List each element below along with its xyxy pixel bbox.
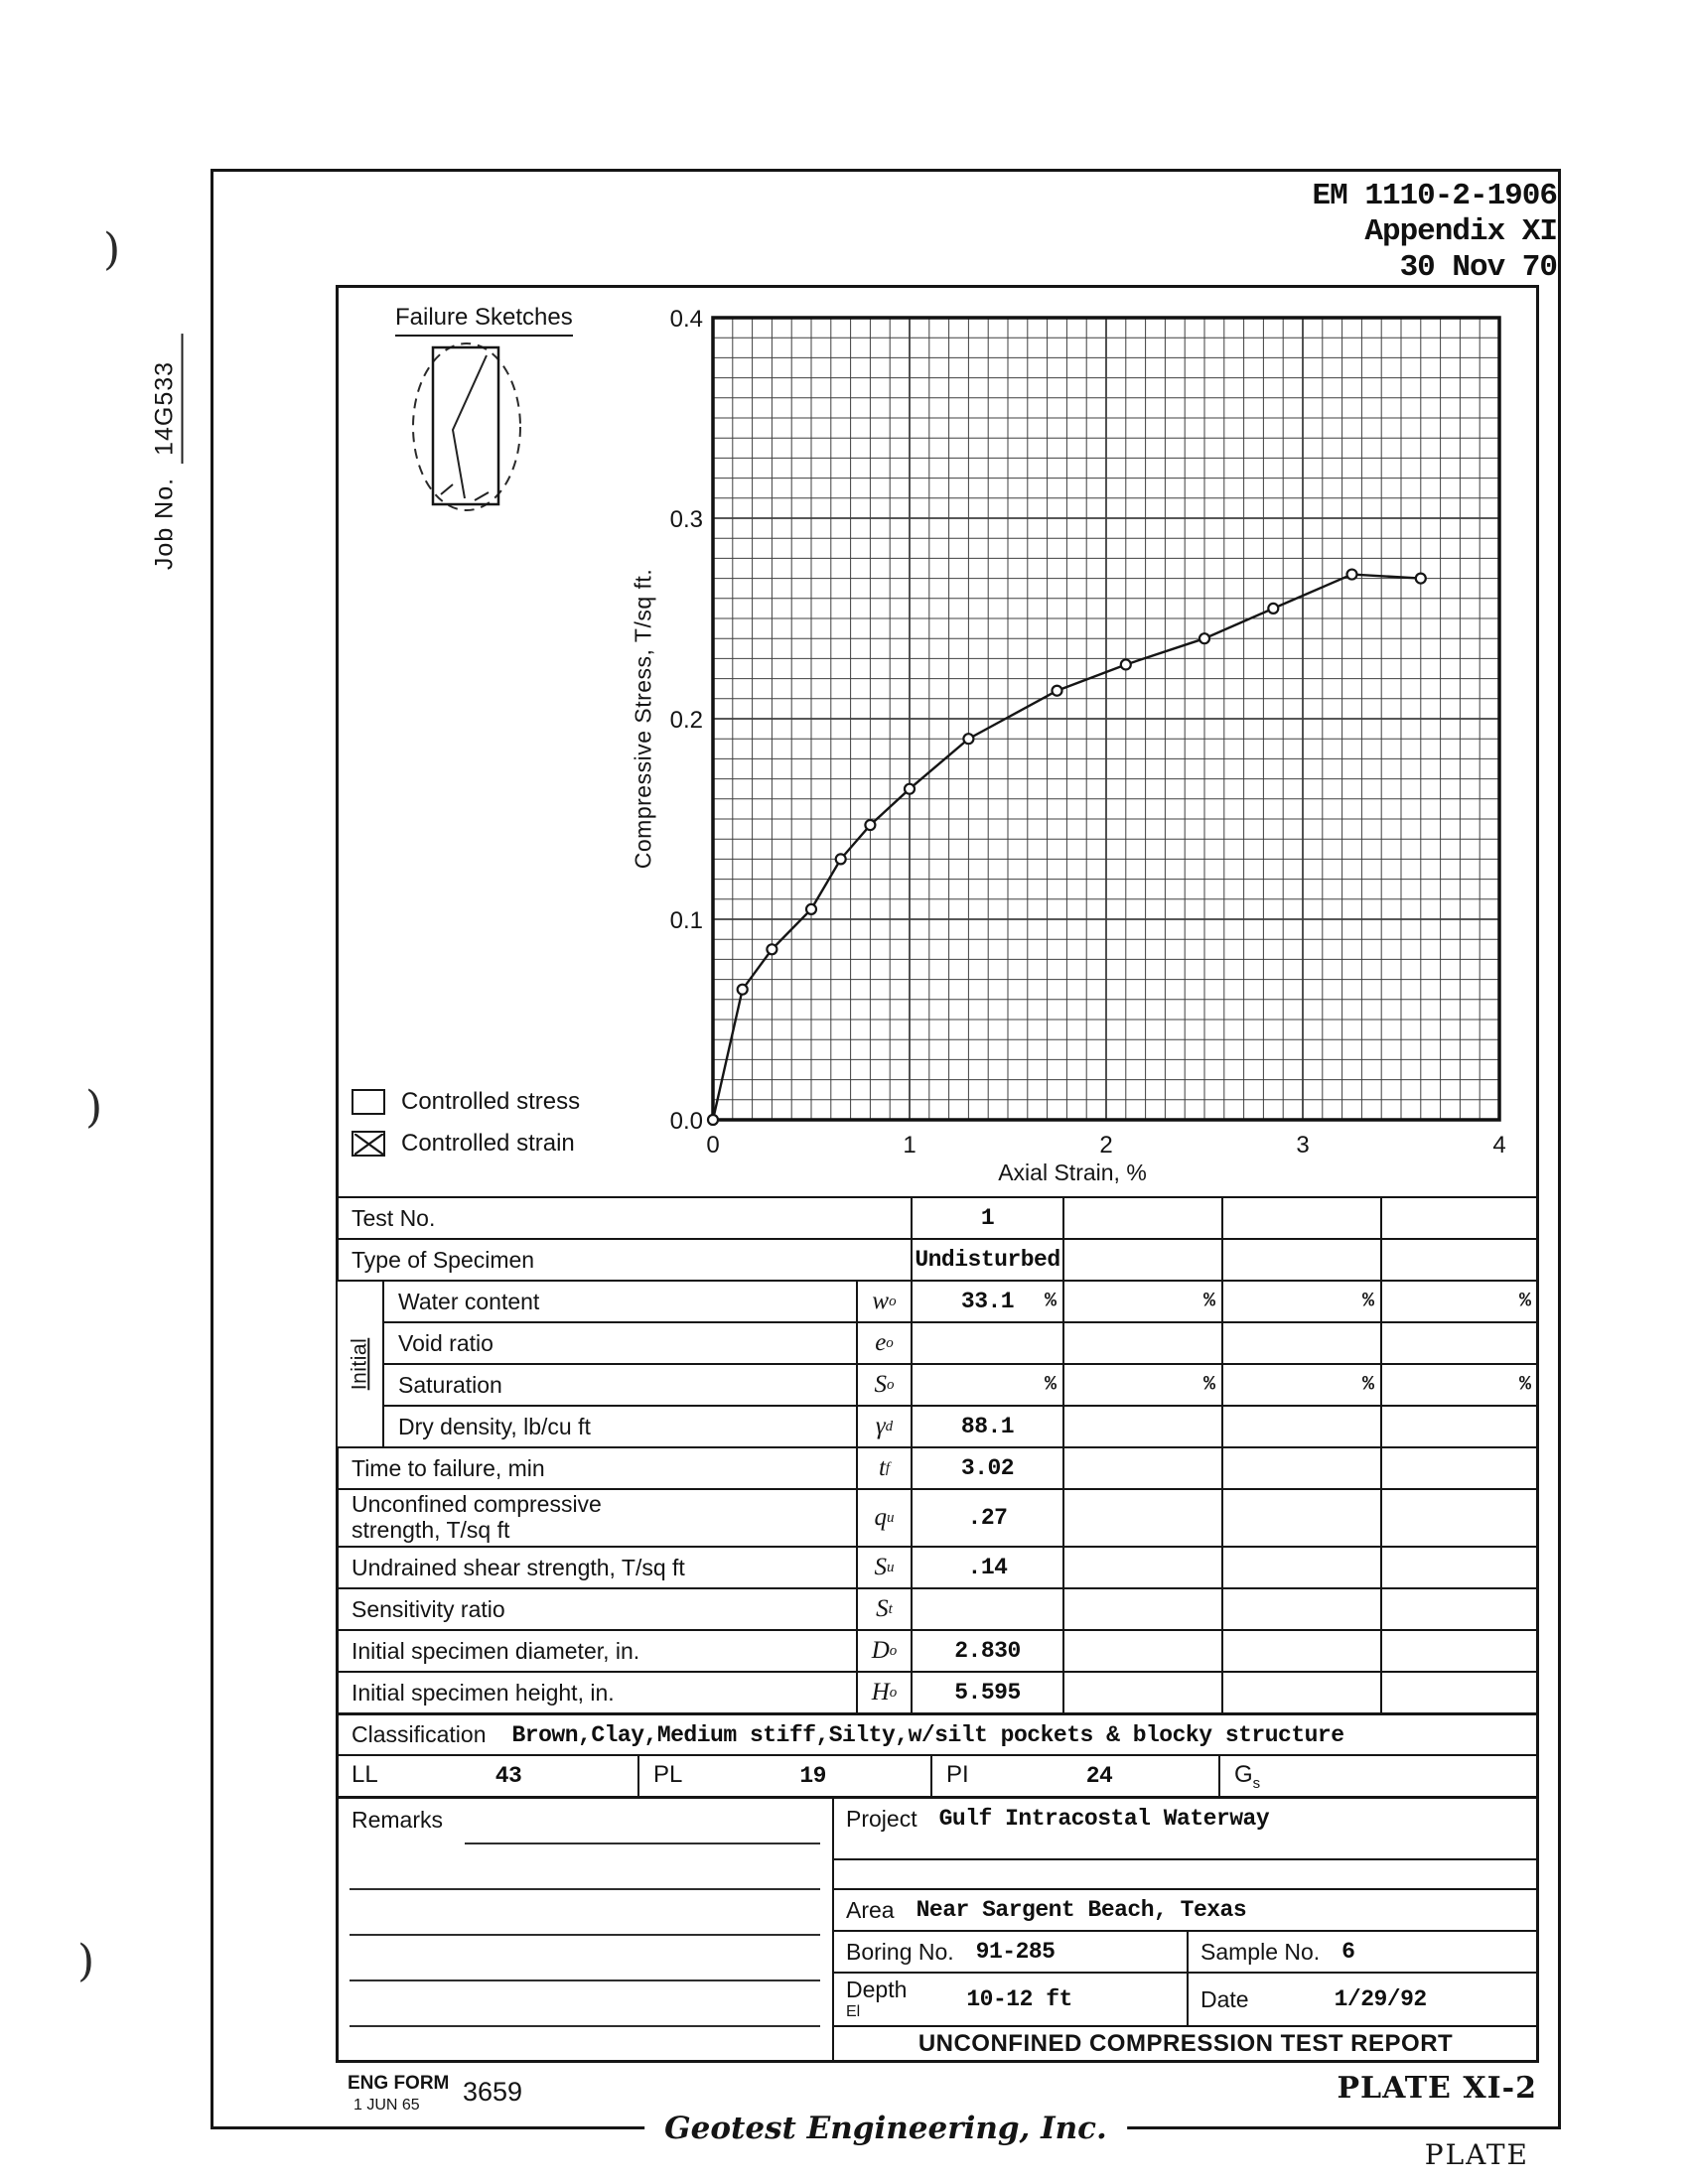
pl-value: 19	[799, 1763, 826, 1789]
x-tick-label: 3	[1296, 1132, 1310, 1159]
unit-label: %	[1044, 1290, 1057, 1313]
y-tick-label: 0.3	[669, 506, 703, 533]
symbol-sub: o	[889, 1684, 898, 1701]
report-title-row	[834, 2025, 1537, 2060]
symbol-sub: u	[887, 1509, 895, 1526]
row-specimen-height	[338, 1671, 1537, 1712]
date-field	[1187, 1974, 1537, 2025]
symbol-base: q	[874, 1504, 887, 1531]
symbol-cell	[856, 1673, 911, 1712]
label-text: Saturation	[398, 1371, 502, 1398]
unit-label: %	[1518, 1290, 1531, 1313]
project-value: Gulf Intracostal Waterway	[938, 1806, 1270, 1832]
label-text: Initial specimen height, in.	[352, 1679, 615, 1706]
value-cell	[1380, 1323, 1537, 1363]
boring-label: Boring No.	[846, 1938, 954, 1965]
report-title: UNCONFINED COMPRESSION TEST REPORT	[917, 2029, 1454, 2057]
typed-value: .14	[967, 1555, 1008, 1580]
symbol-sub: o	[889, 1642, 898, 1659]
area-label: Area	[846, 1896, 895, 1923]
label-text: Undrained shear strength, T/sq ft	[352, 1554, 685, 1580]
row-unconfined-strength	[338, 1488, 1537, 1546]
symbol-sub: o	[889, 1293, 897, 1309]
x-tick-label: 0	[706, 1132, 720, 1159]
symbol-sub: o	[886, 1334, 894, 1351]
symbol-sub: u	[887, 1559, 895, 1575]
x-square-icon	[352, 1131, 385, 1157]
typed-value: 88.1	[960, 1414, 1015, 1439]
symbol-base: S	[874, 1371, 887, 1398]
value-cell	[911, 1323, 1062, 1363]
boring-sample-row	[834, 1930, 1537, 1972]
row-saturation	[338, 1363, 1537, 1405]
label-text: Void ratio	[398, 1329, 494, 1356]
row-label	[338, 1548, 856, 1587]
value-cell	[1221, 1365, 1380, 1405]
value-cell	[1380, 1365, 1537, 1405]
typed-value: Undisturbed	[915, 1247, 1060, 1273]
symbol-cell	[856, 1282, 911, 1321]
row-test-no	[338, 1196, 1537, 1238]
remarks-rule	[350, 1934, 820, 1936]
legend-controlled-strain	[352, 1128, 575, 1160]
value-cell	[1380, 1407, 1537, 1446]
row-label	[338, 1631, 856, 1671]
value-cell	[1221, 1448, 1380, 1488]
header-em-number: EM 1110-2-1906	[1312, 179, 1557, 213]
row-undrained-strength	[338, 1546, 1537, 1587]
header-appendix: Appendix XI	[1364, 214, 1557, 249]
value-cell	[1221, 1323, 1380, 1363]
pl-cell	[637, 1756, 930, 1796]
row-specimen-type	[338, 1238, 1537, 1280]
unit-label: %	[1202, 1373, 1215, 1397]
value-cell	[1221, 1548, 1380, 1587]
value-cell	[911, 1448, 1062, 1488]
typed-value: 1	[980, 1205, 995, 1231]
y-tick-label: 0.0	[669, 1108, 703, 1135]
symbol-cell	[856, 1631, 911, 1671]
row-sensitivity	[338, 1587, 1537, 1629]
margin-mark: )	[77, 1936, 95, 1986]
typed-value: 2.830	[954, 1638, 1021, 1664]
unit-label: %	[1044, 1373, 1057, 1397]
value-cell	[1062, 1448, 1221, 1488]
symbol-base: D	[871, 1637, 890, 1664]
x-axis-title-text: Axial Strain, %	[998, 1160, 1147, 1185]
sample-field	[1187, 1932, 1537, 1972]
value-cell	[1062, 1365, 1221, 1405]
row-specimen-diameter	[338, 1629, 1537, 1671]
failure-sketch	[405, 336, 544, 516]
label-text: Dry density, lb/cu ft	[398, 1413, 591, 1439]
classification-cell	[338, 1715, 1537, 1754]
symbol-cell	[856, 1323, 911, 1363]
boring-field	[834, 1932, 1187, 1972]
value-cell	[911, 1240, 1062, 1280]
row-dry-density	[338, 1405, 1537, 1446]
depth-date-row	[834, 1972, 1537, 2025]
value-cell	[911, 1589, 1062, 1629]
area-value: Near Sargent Beach, Texas	[916, 1897, 1247, 1923]
failure-sketch-title: Failure Sketches	[395, 304, 573, 337]
pi-label: PI	[946, 1760, 969, 1788]
sample-label: Sample No.	[1200, 1938, 1321, 1965]
value-cell	[1062, 1548, 1221, 1587]
value-cell	[1380, 1198, 1537, 1238]
value-cell	[1221, 1589, 1380, 1629]
initial-group-label	[338, 1282, 384, 1446]
row-atterberg-limits	[338, 1754, 1537, 1796]
unit-label: %	[1202, 1290, 1215, 1313]
eng-form-date: 1 JUN 65	[353, 2097, 420, 2114]
typed-value: 3.02	[960, 1455, 1015, 1481]
depth-sublabel: El	[846, 2003, 861, 2020]
label-text: Water content	[398, 1288, 540, 1314]
symbol-cell	[856, 1548, 911, 1587]
symbol-cell	[856, 1365, 911, 1405]
row-classification	[338, 1712, 1537, 1754]
remarks-rule	[350, 2025, 820, 2027]
sample-value: 6	[1341, 1939, 1355, 1965]
date-value: 1/29/92	[1334, 1986, 1427, 2012]
remarks-label: Remarks	[352, 1807, 444, 1833]
row-label	[338, 1240, 911, 1280]
row-label	[384, 1407, 856, 1446]
label-text: Type of Specimen	[352, 1246, 535, 1273]
x-axis-title	[998, 1160, 1147, 1186]
value-cell	[911, 1282, 1062, 1321]
eng-form-block	[348, 2073, 449, 2115]
value-cell	[1062, 1282, 1221, 1321]
row-label	[384, 1282, 856, 1321]
label-text: Unconfined compressive strength, T/sq ft	[352, 1491, 602, 1543]
boring-value: 91-285	[975, 1939, 1056, 1965]
symbol-cell	[856, 1448, 911, 1488]
document-header	[1313, 179, 1557, 286]
legend-label: Controlled strain	[401, 1130, 575, 1157]
symbol-base: S	[876, 1595, 889, 1622]
y-tick-label: 0.2	[669, 707, 703, 734]
value-cell	[911, 1365, 1062, 1405]
value-cell	[1380, 1282, 1537, 1321]
x-tick-label: 2	[1099, 1132, 1113, 1159]
value-cell	[911, 1490, 1062, 1546]
margin-mark: )	[85, 1082, 103, 1133]
eng-form-label: ENG FORM	[348, 2073, 450, 2094]
project-continuation-row	[834, 1858, 1537, 1888]
symbol-base: t	[878, 1454, 886, 1481]
header-date: 30 Nov 70	[1399, 250, 1557, 285]
value-cell	[1062, 1407, 1221, 1446]
value-cell	[911, 1198, 1062, 1238]
value-cell	[1380, 1589, 1537, 1629]
job-label: Job No.	[150, 477, 179, 571]
plate-word: PLATE	[1424, 2138, 1529, 2171]
initial-text: Initial	[348, 1337, 371, 1391]
value-cell	[1062, 1323, 1221, 1363]
symbol-cell	[856, 1589, 911, 1629]
symbol-sub: o	[887, 1376, 895, 1393]
depth-label: Depth	[846, 1977, 908, 2002]
value-cell	[1380, 1631, 1537, 1671]
stress-strain-plot	[713, 318, 1499, 1120]
symbol-sub: t	[888, 1600, 893, 1617]
plate-reference: PLATE XI-2	[1337, 2071, 1537, 2106]
value-cell	[1380, 1448, 1537, 1488]
row-water-content	[338, 1280, 1537, 1321]
value-cell	[1380, 1490, 1537, 1546]
row-time-to-failure	[338, 1446, 1537, 1488]
depth-value: 10-12 ft	[966, 1986, 1072, 2012]
typed-value: .27	[967, 1505, 1008, 1531]
project-info-column	[834, 1799, 1537, 2060]
ll-label: LL	[352, 1760, 378, 1788]
symbol-sub: f	[885, 1459, 891, 1476]
margin-mark: )	[103, 224, 121, 275]
value-cell	[1380, 1673, 1537, 1712]
typed-value: 5.595	[954, 1680, 1021, 1706]
value-cell	[911, 1631, 1062, 1671]
symbol-base: e	[875, 1329, 887, 1356]
x-tick-label: 1	[903, 1132, 916, 1159]
area-field	[834, 1888, 1537, 1930]
classification-value: Brown,Clay,Medium stiff,Silty,w/silt pockets & blocky structure	[511, 1721, 1344, 1748]
data-table	[338, 1196, 1537, 2060]
label-text: Sensitivity ratio	[352, 1595, 505, 1622]
value-cell	[911, 1407, 1062, 1446]
row-void-ratio	[338, 1321, 1537, 1363]
empty-square-icon	[352, 1089, 385, 1115]
company-name: Geotest Engineering, Inc.	[644, 2111, 1127, 2146]
y-axis-title-text: Compressive Stress, T/sq ft.	[630, 568, 656, 870]
row-label	[338, 1673, 856, 1712]
label-text: Time to failure, min	[352, 1454, 545, 1481]
value-cell	[1221, 1407, 1380, 1446]
value-cell	[1221, 1198, 1380, 1238]
symbol-cell	[856, 1407, 911, 1446]
unit-label: %	[1361, 1373, 1374, 1397]
x-tick-label: 4	[1492, 1132, 1506, 1159]
value-cell	[1062, 1589, 1221, 1629]
symbol-sub: d	[885, 1418, 894, 1434]
form-number: 3659	[463, 2077, 523, 2107]
value-cell	[1380, 1548, 1537, 1587]
row-label	[338, 1589, 856, 1629]
symbol-cell	[856, 1490, 911, 1546]
pi-cell	[930, 1756, 1218, 1796]
gs-cell	[1218, 1756, 1537, 1796]
project-label: Project	[846, 1806, 917, 1832]
symbol-base: w	[872, 1288, 890, 1314]
symbol-base: γ	[875, 1413, 886, 1439]
unit-label: %	[1361, 1290, 1374, 1313]
remarks-rule	[350, 1979, 820, 1981]
value-cell	[1221, 1282, 1380, 1321]
ll-cell	[338, 1756, 637, 1796]
value-cell	[911, 1673, 1062, 1712]
project-field	[834, 1799, 1537, 1858]
value-cell	[1221, 1240, 1380, 1280]
symbol-base: H	[871, 1679, 890, 1706]
symbol-base: S	[874, 1554, 887, 1580]
value-cell	[1221, 1673, 1380, 1712]
typed-value: 33.1	[960, 1289, 1015, 1314]
value-cell	[1221, 1631, 1380, 1671]
row-label	[338, 1448, 856, 1488]
row-label	[384, 1365, 856, 1405]
value-cell	[1062, 1631, 1221, 1671]
value-cell	[1221, 1490, 1380, 1546]
depth-field	[834, 1974, 1187, 2025]
pl-label: PL	[653, 1760, 683, 1788]
gs-label: G	[1234, 1760, 1253, 1788]
legend-controlled-stress	[352, 1086, 580, 1118]
value-cell	[1062, 1673, 1221, 1712]
remarks-box	[338, 1799, 834, 2060]
row-label	[338, 1490, 856, 1546]
gs-sub: s	[1252, 1774, 1261, 1792]
classification-label: Classification	[352, 1721, 487, 1747]
remarks-rule	[350, 1888, 820, 1890]
label-text: Test No.	[352, 1204, 436, 1231]
value-cell	[1062, 1240, 1221, 1280]
value-cell	[911, 1548, 1062, 1587]
value-cell	[1062, 1490, 1221, 1546]
date-label: Date	[1200, 1985, 1249, 2012]
y-tick-label: 0.4	[669, 306, 703, 333]
row-label	[338, 1198, 911, 1238]
bottom-section	[338, 1796, 1537, 2060]
ll-value: 43	[494, 1763, 522, 1789]
legend-label: Controlled stress	[401, 1088, 581, 1115]
unit-label: %	[1518, 1373, 1531, 1397]
row-label	[384, 1323, 856, 1363]
remarks-rule	[465, 1843, 820, 1844]
value-cell	[1380, 1240, 1537, 1280]
job-number: 14G533	[151, 334, 184, 464]
pi-value: 24	[1085, 1763, 1113, 1789]
label-text: Initial specimen diameter, in.	[352, 1637, 640, 1664]
y-tick-label: 0.1	[669, 907, 703, 934]
value-cell	[1062, 1198, 1221, 1238]
